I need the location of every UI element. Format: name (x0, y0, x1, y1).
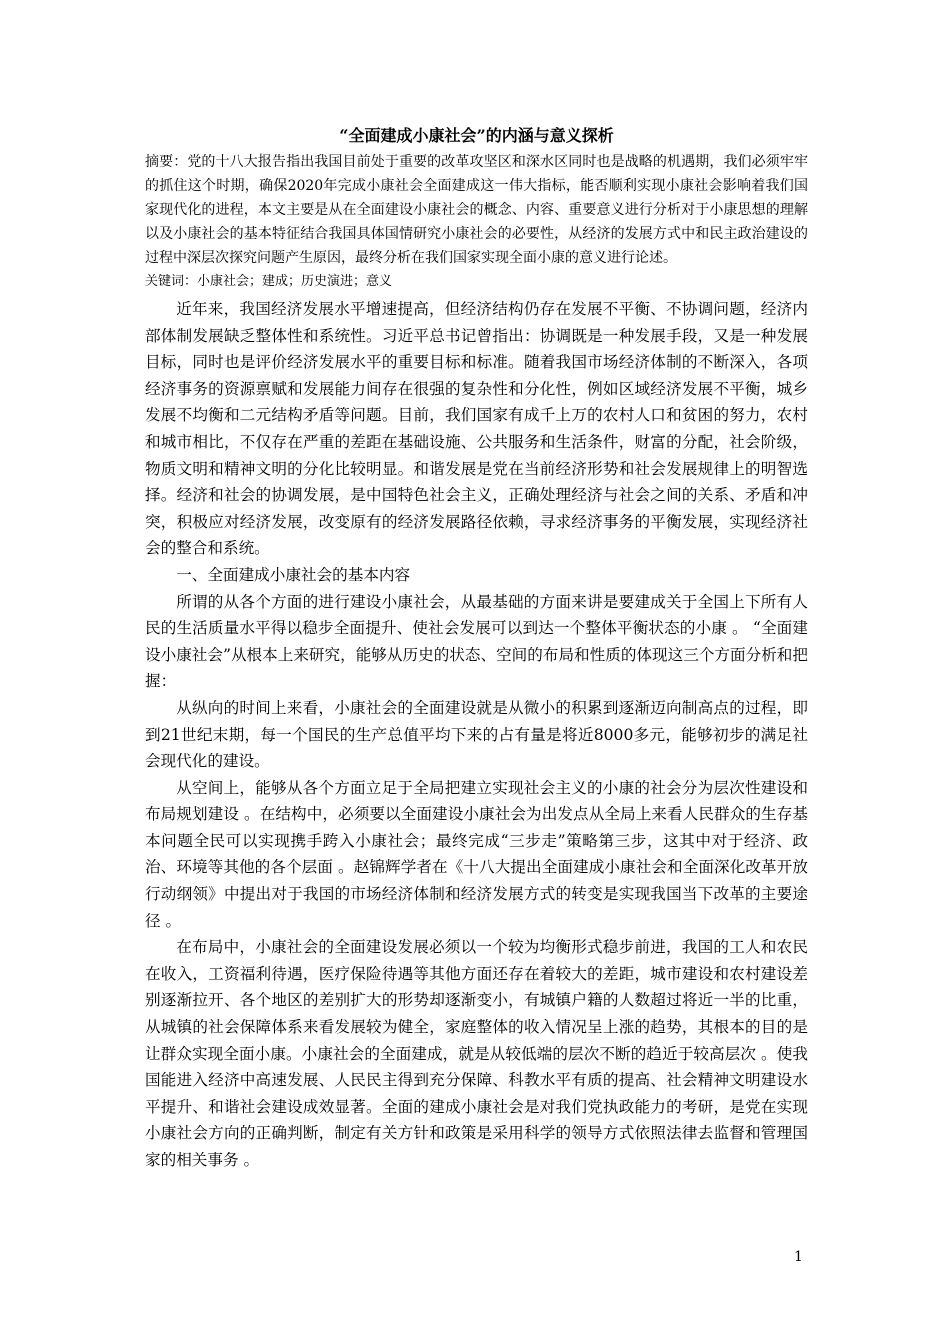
document-body (145, 122, 808, 1174)
body-paragraph: 在布局中，小康社会的全面建设发展必须以一个较为均衡形式稳步前进，我国的工人和农民在收入，工资福利待遇，医疗保险待遇等其他方面还存在着较大的差距，城市建设和农村建设差别逐渐拉开、各个地区的差别扩大的形势却逐渐变小，有城镇户籍的人数超过将近一半的比重，从城镇的社会保障体系来看发展较为健全，家庭整体的收入情况呈上涨的趋势，其根本的目的是让群众实现全面小康。小康社会的全面建成，就是从较低端的层次不断的趋近于较高层次 。使我国能进入经济中高速发展、人民民主得到充分保障、科教水平有质的提高、社会精神文明建设水平提升、和谐社会建设成效显著。全面的建成小康社会是对我们党执政能力的考研，是党在实现小康社会方向的正确判断，制定有关方针和政策是采用科学的领导方式依照法律去监督和管理国家的相关事务 。 (145, 938, 808, 1169)
body-paragraph: 所谓的从各个方面的进行建设小康社会，从最基础的方面来讲是要建成关于全国上下所有人民的生活质量水平得以稳步全面提升、使社会发展可以到达一个整体平衡状态的小康 。 “全面建设小康社会”从根本上来研究，能够从历史的状态、空间的布局和性质的体现这三个方面分析和把握： (145, 592, 808, 691)
keywords: 关键词：小康社会；建成；历史演进；意义 (145, 274, 393, 289)
page-number: 1 (794, 1249, 803, 1265)
document-title: “全面建成小康社会”的内涵与意义探析 (339, 126, 614, 145)
body-paragraph-intro: 近年来，我国经济发展水平增速提高，但经济结构仍存在发展不平衡、不协调问题，经济内部体制发展缺乏整体性和系统性。习近平总书记曾指出：协调既是一种发展手段，又是一种发展目标，同时也是评价经济发展水平的重要目标和标准。随着我国市场经济体制的不断深入，各项经济事务的资源禀赋和发展能力间存在很强的复杂性和分化性，例如区域经济发展不平衡，城乡发展不均衡和二元结构矛盾等问题。目前，我们国家有成千上万的农村人口和贫困的努力，农村和城市相比，不仅存在严重的差距在基础设施、公共服务和生活条件，财富的分配，社会阶级，物质文明和精神文明的分化比较明显。和谐发展是党在当前经济形势和社会发展规律上的明智选择。经济和社会的协调发展，是中国特色社会主义，正确处理经济与社会之间的关系、矛盾和冲突，积极应对经济发展，改变原有的经济发展路径依赖，寻求经济事务的平衡发展，实现经济社会的整合和系统。 (145, 300, 808, 558)
section-heading: 一、全面建成小康社会的基本内容 (176, 565, 411, 584)
body-paragraph: 从纵向的时间上来看，小康社会的全面建设就是从微小的积累到逐渐迈向制高点的过程，即到21世纪末期，每一个国民的生产总值平均下来的占有量是将近8000多元，能够初步的满足社会现代化的建设。 (145, 698, 808, 771)
body-paragraph: 从空间上，能够从各个方面立足于全局把建立实现社会主义的小康的社会分为层次性建设和布局规划建设 。在结构中，必须要以全面建设小康社会为出发点从全局上来看人民群众的生存基本问题全民可以实现携手跨入小康社会；最终完成“三步走”策略第三步，这其中对于经济、政治、环境等其他的各个层面 。赵锦辉学者在《十八大提出全面建成小康社会和全面深化改革开放行动纲领》中提出对于我国的市场经济体制和经济发展方式的转变是实现我国当下改革的主要途径 。 (145, 778, 808, 930)
abstract: 摘要：党的十八大报告指出我国目前处于重要的改革攻坚区和深水区同时也是战略的机遇期，我们必须牢牢的抓住这个时期，确保2020年完成小康社会全面建成这一伟大指标，能否顺利实现小康社会影响着我们国家现代化的进程，本文主要是从在全面建设小康社会的概念、内容、重要意义进行分析对于小康思想的理解以及小康社会的基本特征结合我国具体国情研究小康社会的必要性，从经济的发展方式中和民主政治建设的过程中深层次探究问题产生原因，最终分析在我们国家实现全面小康的意义进行论述。 (145, 154, 808, 266)
